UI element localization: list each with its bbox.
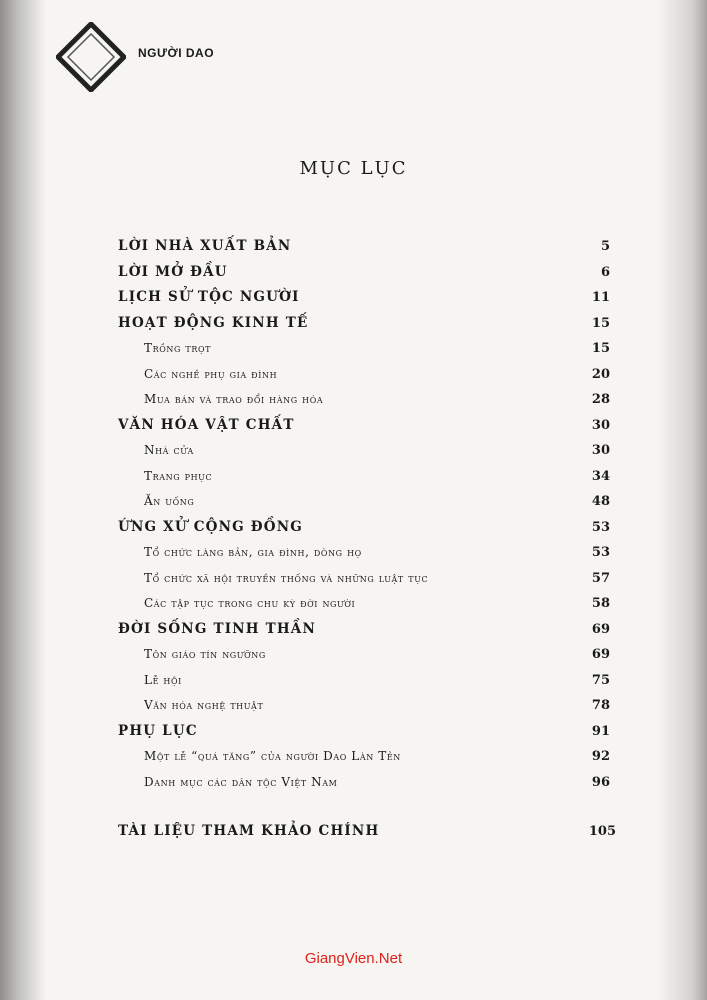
toc-entry [118,668,610,694]
toc-entry [118,719,610,745]
toc-entry-page-number: 15 [591,315,610,331]
toc-entry-label: ĐỜI SỐNG TINH THẦN [118,620,317,637]
page-edge-shadow [657,0,707,1000]
toc-entry-label: LỜI NHÀ XUẤT BẢN [118,238,292,254]
toc-entry-label: PHỤ LỤC [118,722,198,739]
toc-entry [118,642,610,668]
toc-entry [118,566,610,592]
toc-entry [118,362,610,388]
toc-entry-label: Nhà cửa [144,443,194,457]
toc-entry [118,540,610,566]
toc-entry-page-number: 53 [591,519,610,535]
toc-entry-label: Lễ hội [144,672,182,687]
running-head: NGƯỜI DAO [138,46,215,60]
toc-entry [118,515,610,541]
toc-entry-label: Trang phục [144,468,213,483]
toc-entry-page-number: 48 [591,494,610,509]
page-spine-shadow [0,0,46,1000]
toc-entry [118,819,616,845]
toc-entry-label: Văn hóa nghệ thuật [144,698,264,712]
toc-entry-page-number: 96 [591,774,610,790]
toc-entry-page-number: 58 [591,596,610,611]
toc-entry-page-number: 53 [591,545,610,560]
toc-entry [118,770,610,796]
toc-entry-page-number: 28 [591,392,610,407]
toc-entry [118,464,610,490]
toc-entry-page-number: 69 [591,621,610,637]
toc-entry-label: Danh mục các dân tộc Việt Nam [144,774,338,789]
toc-entry-label: Các tập tục trong chu kỳ đời người [144,596,356,610]
toc-entry-page-number: 20 [591,366,610,382]
toc-entry-label: LỊCH SỬ TỘC NGƯỜI [118,289,300,305]
toc-entry-label: TÀI LIỆU THAM KHẢO CHÍNH [118,823,380,839]
toc-entry-label: Trồng trọt [144,341,212,355]
toc-entry-page-number: 57 [591,570,610,586]
toc-entry-label: ỨNG XỬ CỘNG ĐỒNG [118,518,303,535]
toc-entry [118,591,610,617]
toc-entry [118,387,610,413]
toc-entry-page-number: 30 [591,417,610,433]
toc-entry [118,489,610,515]
toc-entry-label: Các nghề phụ gia đình [144,366,278,381]
toc-entry-page-number: 75 [591,672,610,688]
watermark-text: GiangVien.Net [304,950,403,967]
toc-entry-label: HOẠT ĐỘNG KINH TẾ [118,314,309,331]
toc-entry-page-number: 30 [591,443,610,458]
toc-entry-label: LỜI MỞ ĐẦU [118,263,228,280]
toc-entry-label: Một lễ “quá tăng” của người Dao Làn Tẻn [144,749,401,763]
toc-entry-label: Mua bán và trao đổi hàng hóa [144,392,324,406]
toc-entry-page-number: 92 [591,749,610,764]
toc-entry-label: Ăn uống [144,494,195,508]
page-title: MỤC LỤC [299,158,408,179]
toc-entry [118,413,610,439]
toc-entry-page-number: 69 [591,647,610,662]
toc-entry-label: Tổ chức xã hội truyền thống và những luật tục [144,570,429,585]
toc-entry [118,744,610,770]
toc-entry-label: Tổ chức làng bản, gia đình, dòng họ [144,545,362,559]
toc-entry [118,285,610,311]
toc-entry [118,311,610,337]
toc-entry-page-number: 34 [591,468,610,484]
toc-entry-page-number: 15 [591,341,610,356]
toc-entry-label: VĂN HÓA VẬT CHẤT [118,416,295,433]
toc-entry-page-number: 11 [591,290,610,305]
toc-entry-page-number: 6 [600,264,610,280]
table-of-contents [118,234,616,845]
toc-entry-page-number: 105 [588,824,616,839]
toc-entry-label: Tôn giáo tín ngưỡng [144,647,266,661]
toc-entry [118,438,610,464]
toc-entry-page-number: 91 [591,723,610,739]
toc-entry-page-number: 78 [591,698,610,713]
diamond-ornament-icon [56,22,126,92]
toc-entry [118,260,610,286]
toc-entry-page-number: 5 [600,239,610,254]
toc-entry [118,234,610,260]
toc-entry [118,336,610,362]
toc-entry [118,617,610,643]
toc-entry [118,693,610,719]
